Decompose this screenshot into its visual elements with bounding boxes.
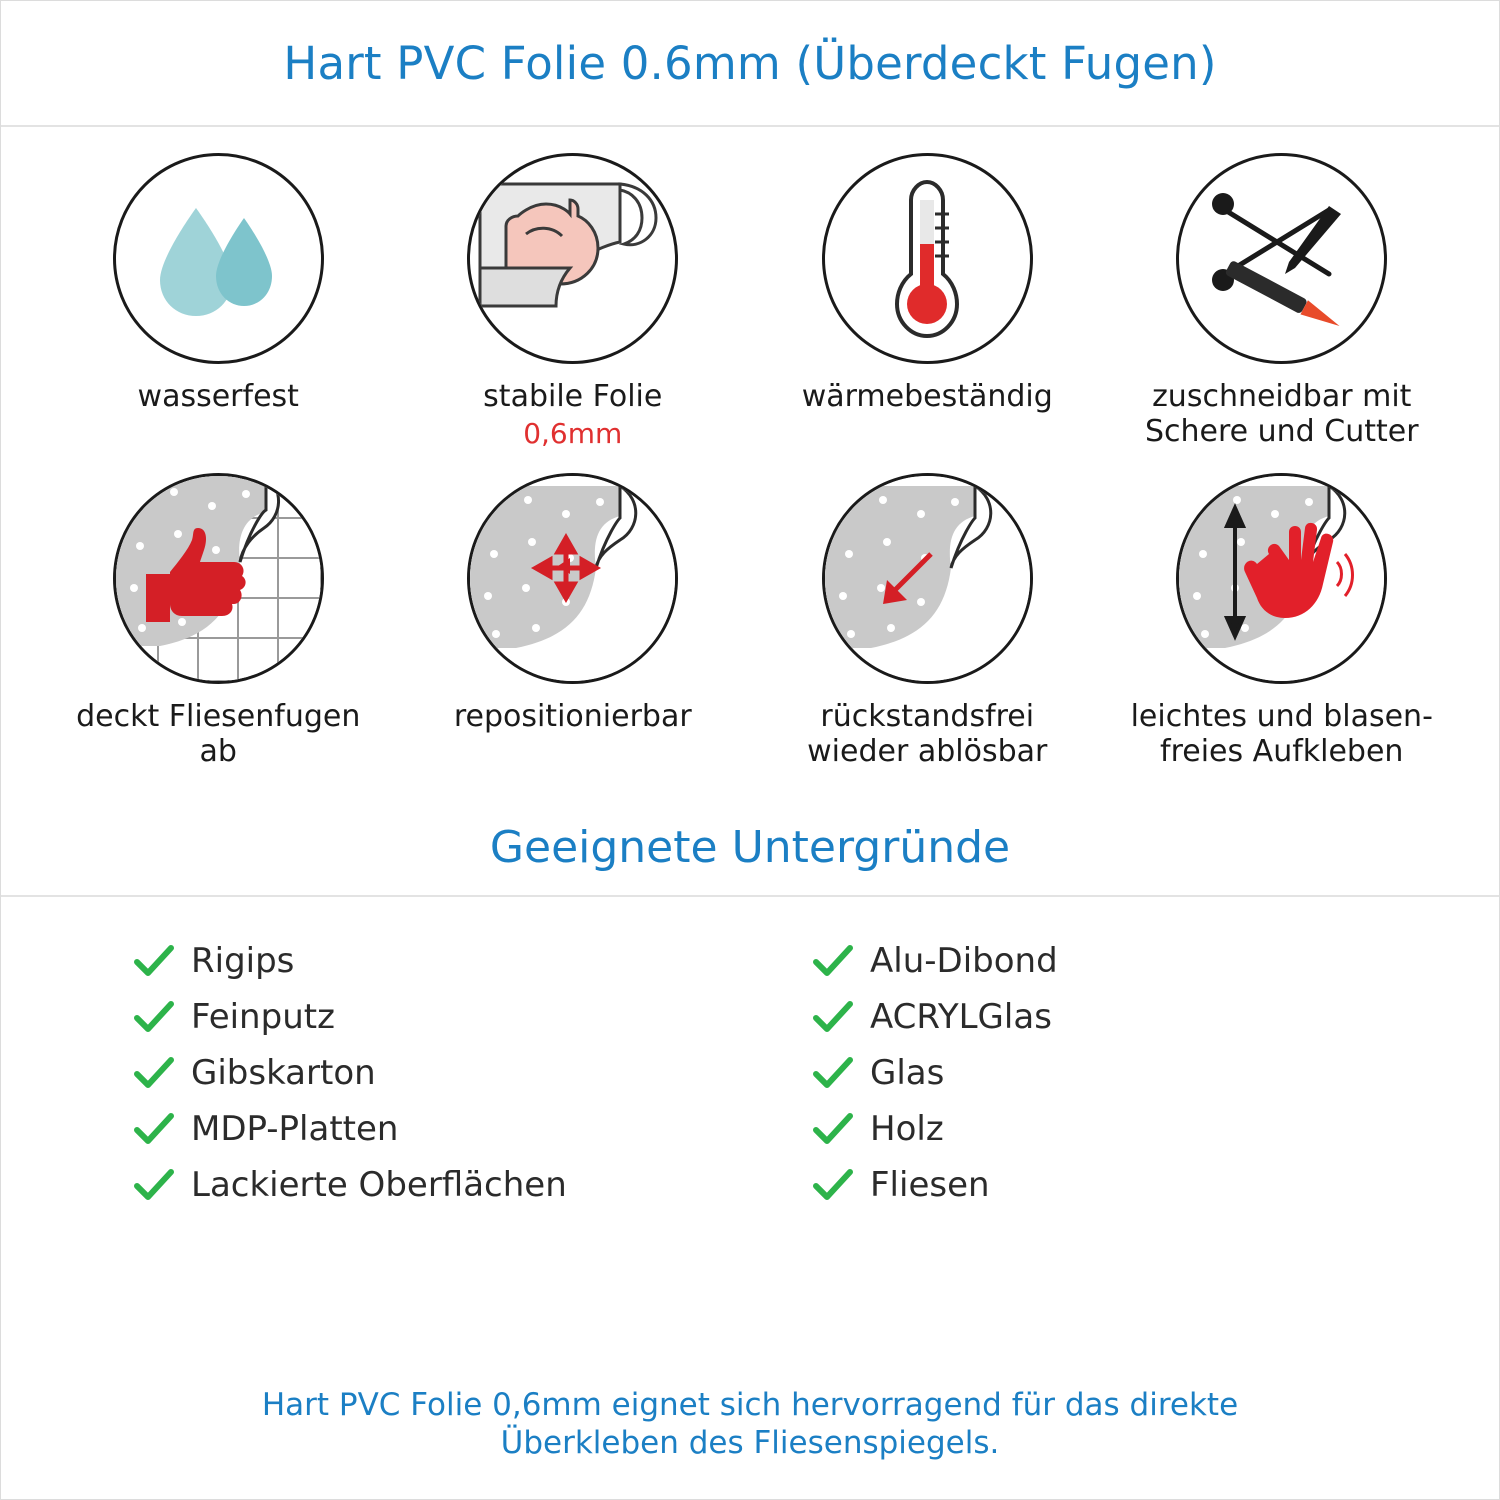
water-drops-icon [116, 156, 321, 361]
thumbs-up-tiles-icon [116, 476, 321, 681]
footer-note [1, 1386, 1499, 1464]
list-item [810, 1045, 1499, 1101]
feature-label-rueckstandsfrei-line2: wieder ablösbar [807, 733, 1048, 769]
header [1, 1, 1499, 127]
feature-label-rueckstandsfrei [807, 700, 1047, 769]
badge-rueckstandsfrei [822, 473, 1033, 684]
check-icon [810, 1112, 856, 1146]
check-icon [131, 1056, 177, 1090]
badge-repositionierbar [467, 473, 678, 684]
check-icon [810, 1000, 856, 1034]
list-item-label: Holz [870, 1109, 944, 1149]
feature-label-zuschneidbar [1145, 380, 1419, 449]
smoothing-hand-icon [1179, 476, 1384, 681]
list-item-label: Lackierte Oberflächen [191, 1165, 567, 1205]
feature-grid [1, 127, 1499, 793]
list-item-label: Rigips [191, 941, 295, 981]
check-icon [131, 1112, 177, 1146]
badge-deckt-fliesenfugen [113, 473, 324, 684]
badge-waermebestaendig [822, 153, 1033, 364]
list-item [131, 933, 750, 989]
feature-rueckstandsfrei [750, 473, 1105, 793]
feature-label-deckt-fliesenfugen: deckt Fliesenfugen ab [76, 699, 361, 769]
feature-waermebestaendig [750, 153, 1105, 473]
check-icon [131, 1000, 177, 1034]
feature-label-aufkleben-line1: leichtes und blasen- [1130, 699, 1433, 734]
flexing-arm-icon [470, 156, 675, 361]
feature-wasserfest [41, 153, 396, 473]
peel-off-arrow-icon [825, 476, 1030, 681]
badge-wasserfest [113, 153, 324, 364]
substrate-list-left [1, 933, 750, 1213]
substrate-lists [1, 897, 1499, 1213]
scissors-cutter-icon [1179, 156, 1384, 361]
feature-label-zuschneidbar-line2: Schere und Cutter [1144, 413, 1419, 449]
list-item [810, 1101, 1499, 1157]
feature-label-wasserfest: wasserfest [137, 379, 299, 414]
list-item-label: Feinputz [191, 997, 335, 1037]
section-header [1, 799, 1499, 897]
list-item [810, 1157, 1499, 1213]
check-icon [810, 1056, 856, 1090]
check-icon [810, 1168, 856, 1202]
feature-label-rueckstandsfrei-line1: rückstandsfrei [820, 699, 1035, 734]
thermometer-icon [825, 156, 1030, 361]
list-item [131, 989, 750, 1045]
badge-stabile-folie [467, 153, 678, 364]
feature-label-aufkleben-line2: freies Aufkleben [1160, 733, 1404, 769]
footer-line-1: Hart PVC Folie 0,6mm eignet sich hervorragend für das direkte [261, 1386, 1239, 1423]
feature-repositionierbar [396, 473, 751, 793]
list-item-label: ACRYLGlas [870, 997, 1052, 1037]
feature-label-zuschneidbar-line1: zuschneidbar mit [1152, 379, 1412, 414]
feature-sublabel-thickness: 0,6mm [523, 416, 623, 450]
list-item-label: Glas [870, 1053, 945, 1093]
list-item-label: MDP-Platten [191, 1109, 399, 1149]
list-item [131, 1157, 750, 1213]
badge-aufkleben [1176, 473, 1387, 684]
list-item [131, 1045, 750, 1101]
feature-label-waermebestaendig: wärmebeständig [801, 379, 1053, 414]
check-icon [131, 944, 177, 978]
feature-label-repositionierbar: repositionierbar [453, 699, 692, 734]
feature-label-stabile-folie: stabile Folie [483, 379, 663, 414]
badge-zuschneidbar [1176, 153, 1387, 364]
feature-aufkleben [1105, 473, 1460, 793]
substrate-list-right [750, 933, 1499, 1213]
footer-line-2: Überkleben des Fliesenspiegels. [500, 1425, 1000, 1462]
feature-zuschneidbar [1105, 153, 1460, 473]
list-item-label: Fliesen [870, 1165, 990, 1205]
page-title: Hart PVC Folie 0.6mm (Überdeckt Fugen) [283, 36, 1217, 90]
feature-label-aufkleben [1131, 700, 1433, 769]
list-item-label: Alu-Dibond [870, 941, 1058, 981]
reposition-arrows-icon [470, 476, 675, 681]
check-icon [810, 944, 856, 978]
list-item [131, 1101, 750, 1157]
list-item [810, 933, 1499, 989]
feature-stabile-folie [396, 153, 751, 473]
check-icon [131, 1168, 177, 1202]
section-title: Geeignete Untergründe [489, 821, 1011, 873]
list-item-label: Gibskarton [191, 1053, 376, 1093]
feature-deckt-fliesenfugen [41, 473, 396, 793]
list-item [810, 989, 1499, 1045]
